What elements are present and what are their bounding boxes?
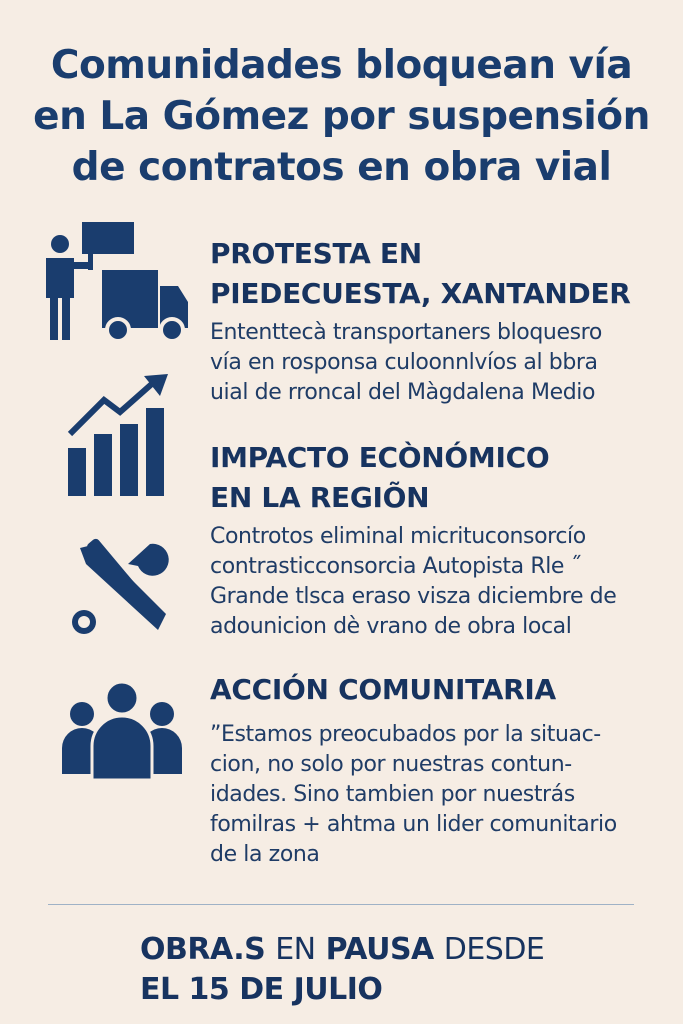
footer-date: EL 15 DE JULIO — [140, 972, 383, 1007]
section-3-heading: ACCIÓN COMUNITARIA — [210, 673, 556, 706]
section-2-body: Controtos eliminal micrituconsorcío contrasticconsorcia Autopista Rle ˝ Grande tlsca eraso visza diciembre de adounicion dè vrano de obra local — [210, 524, 617, 639]
community-group-icon — [60, 678, 184, 782]
section-1-heading: PROTESTA EN PIEDECUESTA, XANTANDER — [210, 237, 631, 310]
footer-banner — [140, 930, 544, 1010]
headline-line-1: Comunidades bloquean vía — [50, 43, 633, 88]
growth-chart-icon — [64, 372, 174, 498]
footer-word-pausa: PAUSA — [325, 932, 434, 967]
footer-word-obras: OBRA.S — [140, 932, 266, 967]
headline-line-3: de contratos en obra vial — [71, 145, 612, 190]
headline-line-2: en La Gómez por suspensión — [33, 94, 650, 139]
section-1-body: Ententtecà transportaners bloquesro vía en rosponsa culoonnlvíos al bbra uial de rroncal del Màgdalena Medio — [210, 320, 602, 405]
tools-icon — [66, 534, 176, 638]
section-3-body: ”Estamos preocubados por la situac- cion, no solo por nuestras contun- idades. Sino tambien por nuestrás fomilras + ahtma un lider comunitario de la zona — [210, 722, 617, 867]
protest-truck-icon — [36, 218, 192, 348]
headline — [20, 40, 663, 193]
section-2-heading: IMPACTO ECÒNÓMICO EN LA REGIÕN — [210, 441, 550, 514]
footer-word-en: EN — [275, 932, 316, 967]
footer-divider — [48, 904, 634, 905]
footer-word-desde: DESDE — [443, 932, 545, 967]
